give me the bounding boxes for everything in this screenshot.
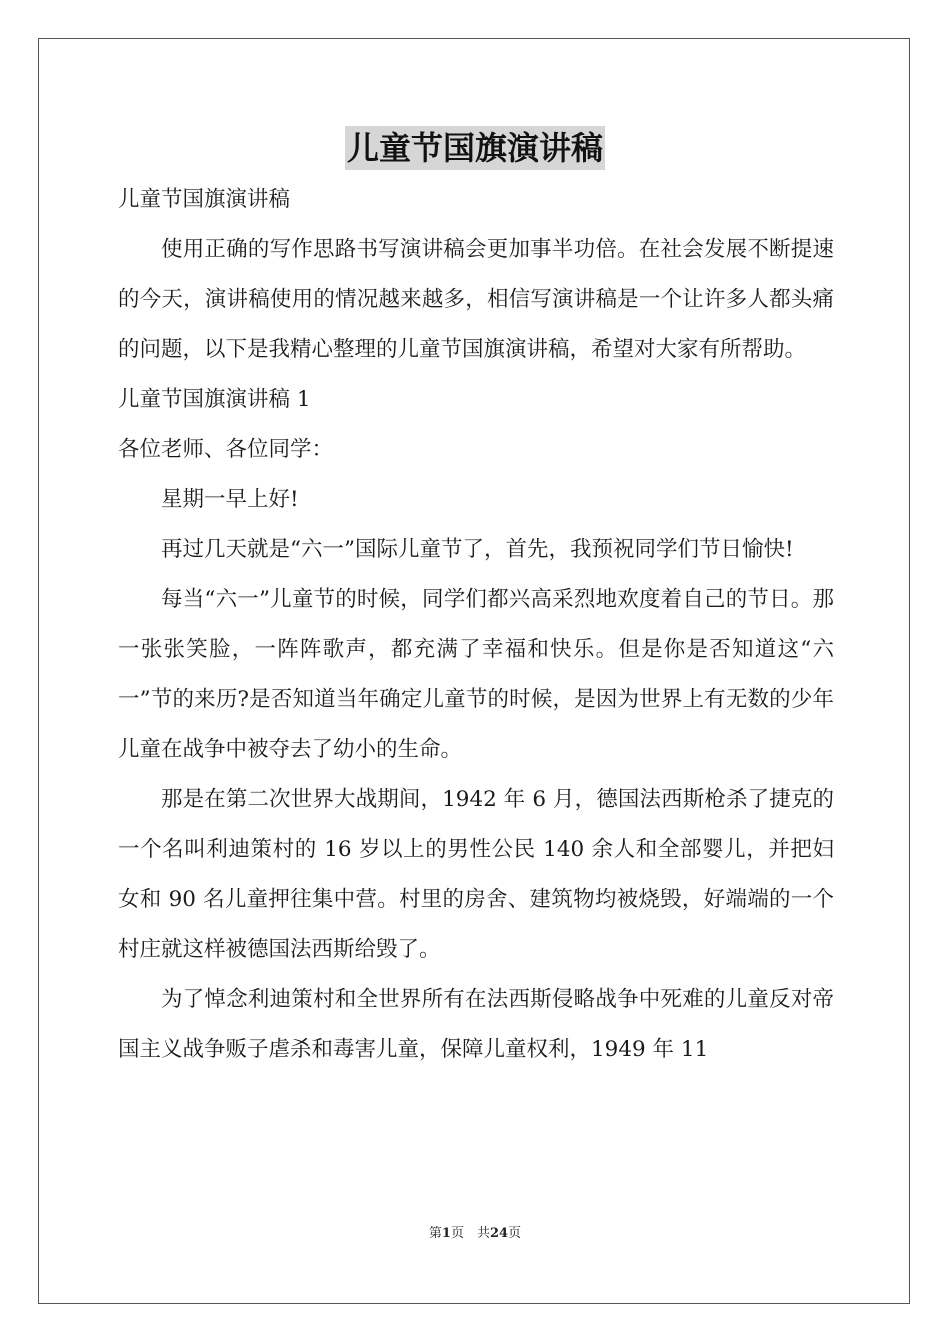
paragraph: 星期一早上好! [161,487,299,512]
footer-middle: 页 共 [450,1226,490,1241]
page-footer [0,1222,950,1241]
paragraph: 为了悼念利迪策村和全世界所有在法西斯侵略战争中死难的儿童反对帝国主义战争贩子虐杀和毒害儿童，保障儿童权利，1949 年 11 [118,987,834,1062]
current-page-number: 1 [441,1226,451,1241]
paragraph: 儿童节国旗演讲稿 [118,187,291,212]
total-page-count: 24 [489,1226,509,1241]
paragraph: 每当“六一”儿童节的时候，同学们都兴高采烈地欢度着自己的节日。那一张张笑脸，一阵阵歌声，都充满了幸福和快乐。但是你是否知道这“六一”节的来历?是否知道当年确定儿童节的时候，是因为世界上有无数的少年儿童在战争中被夺去了幼小的生命。 [118,587,834,762]
document-title: 儿童节国旗演讲稿 [345,126,605,170]
paragraph: 各位老师、各位同学： [118,437,334,462]
paragraph: 使用正确的写作思路书写演讲稿会更加事半功倍。在社会发展不断提速的今天，演讲稿使用的情况越来越多，相信写演讲稿是一个让许多人都头痛的问题，以下是我精心整理的儿童节国旗演讲稿，希望对大家有所帮助。 [118,237,834,362]
footer-suffix: 页 [508,1226,522,1241]
title-container [0,126,950,170]
footer-prefix: 第 [428,1226,442,1241]
paragraph: 再过几天就是“六一”国际儿童节了，首先，我预祝同学们节日愉快! [161,537,794,562]
paragraph: 儿童节国旗演讲稿 1 [118,387,311,412]
paragraph: 那是在第二次世界大战期间，1942 年 6 月，德国法西斯枪杀了捷克的一个名叫利迪策村的 16 岁以上的男性公民 140 余人和全部婴儿，并把妇女和 90 名儿童押往集中营。村里的房舍、建筑物均被烧毁，好端端的一个村庄就这样被德国法西斯给毁了。 [118,787,834,962]
document-body [118,175,834,1075]
